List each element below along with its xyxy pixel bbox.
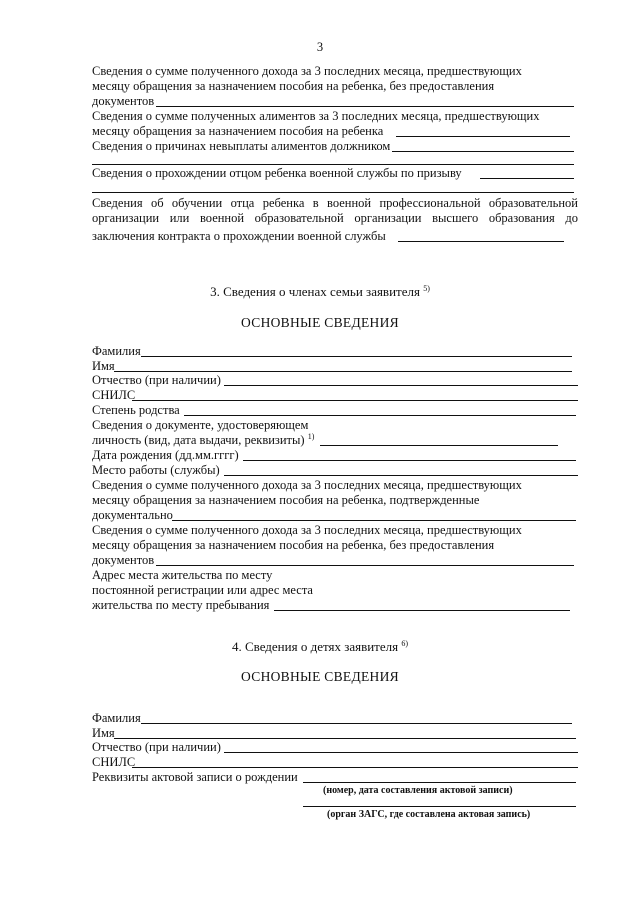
s3-birth-date-label: Дата рождения (дд.мм.гггг) <box>92 448 239 462</box>
s3-id-doc-footnote: 1) <box>307 432 315 441</box>
s3-income-docs-line3: документально <box>92 508 173 522</box>
s4-registry-hint: (орган ЗАГС, где составлена актовая запись) <box>327 809 531 820</box>
education-line2: организации или военной образовательной организации высшего образования до <box>92 211 578 225</box>
alimony-line2: месяцу обращения за назначением пособия на ребенка <box>92 124 384 138</box>
s4-registry-field[interactable] <box>303 806 576 807</box>
page-number: 3 <box>316 40 324 54</box>
s3-kinship-label: Степень родства <box>92 403 180 417</box>
s4-birth-record-field[interactable] <box>303 782 576 783</box>
s4-patronymic-label: Отчество (при наличии) <box>92 740 221 754</box>
s3-income-no-docs-line2: месяцу обращения за назначением пособия на ребенка, без предоставления <box>92 538 495 552</box>
alimony-line1: Сведения о сумме полученных алиментов за 3 последних месяца, предшествующих <box>92 109 540 123</box>
s3-address-line2: постоянной регистрации или адрес места <box>92 583 313 597</box>
s3-address-line1: Адрес места жительства по месту <box>92 568 273 582</box>
s4-snils-label: СНИЛС <box>92 755 136 769</box>
s3-income-docs-line2: месяцу обращения за назначением пособия на ребенка, подтвержденные <box>92 493 480 507</box>
alimony-reasons-underline[interactable] <box>392 151 574 152</box>
s3-income-docs-line1: Сведения о сумме полученного дохода за 3 последних месяца, предшествующих <box>92 478 522 492</box>
s4-surname-field[interactable] <box>141 723 572 724</box>
s3-id-doc-label: личность (вид, дата выдачи, реквизиты) <box>92 433 305 447</box>
s4-birth-record-hint: (номер, дата составления актовой записи) <box>323 785 513 796</box>
income-no-docs-underline[interactable] <box>156 106 574 107</box>
s3-address-line3: жительства по месту пребывания <box>92 598 270 612</box>
section3-subtitle: ОСНОВНЫЕ СВЕДЕНИЯ <box>241 315 399 330</box>
military-underline-2[interactable] <box>92 192 574 193</box>
s3-id-doc-field[interactable] <box>320 445 558 446</box>
s3-work-field[interactable] <box>224 475 578 476</box>
alimony-reasons-underline-2[interactable] <box>92 164 574 165</box>
s3-id-doc-line1: Сведения о документе, удостоверяющем <box>92 418 309 432</box>
section4-footnote: 6) <box>401 639 409 648</box>
section3-title-text: 3. Сведения о членах семьи заявителя <box>210 284 420 299</box>
s3-kinship-field[interactable] <box>184 415 576 416</box>
s3-income-no-docs-field[interactable] <box>156 565 574 566</box>
s3-income-no-docs-line1: Сведения о сумме полученного дохода за 3 последних месяца, предшествующих <box>92 523 522 537</box>
education-line3: заключения контракта о прохождении военной службы <box>92 229 386 243</box>
s3-birth-date-field[interactable] <box>243 460 576 461</box>
s3-income-docs-field[interactable] <box>172 520 576 521</box>
section4-title-text: 4. Сведения о детях заявителя <box>231 639 399 654</box>
s3-id-doc-line2 <box>92 433 314 447</box>
section3-footnote: 5) <box>423 284 430 293</box>
income-no-docs-line3: документов <box>92 94 155 108</box>
s4-name-field[interactable] <box>114 738 576 739</box>
s3-patronymic-field[interactable] <box>224 385 578 386</box>
s4-snils-field[interactable] <box>132 767 578 768</box>
section4-subtitle: ОСНОВНЫЕ СВЕДЕНИЯ <box>241 669 399 684</box>
s3-name-label: Имя <box>92 359 115 373</box>
s4-surname-label: Фамилия <box>92 711 141 725</box>
s3-snils-label: СНИЛС <box>92 388 136 402</box>
alimony-reasons-label: Сведения о причинах невыплаты алиментов должником <box>92 139 391 153</box>
s3-name-field[interactable] <box>114 371 572 372</box>
education-paragraph <box>92 196 578 226</box>
income-no-docs-line2: месяцу обращения за назначением пособия на ребенка, без предоставления <box>92 79 495 93</box>
military-underline[interactable] <box>480 178 574 179</box>
s3-snils-field[interactable] <box>132 400 578 401</box>
military-label: Сведения о прохождении отцом ребенка военной службы по призыву <box>92 166 462 180</box>
s3-work-label: Место работы (службы) <box>92 463 220 477</box>
s4-name-label: Имя <box>92 726 115 740</box>
s3-surname-label: Фамилия <box>92 344 141 358</box>
education-underline[interactable] <box>398 241 564 242</box>
s3-surname-field[interactable] <box>141 356 572 357</box>
s3-patronymic-label: Отчество (при наличии) <box>92 373 221 387</box>
section4-title <box>0 640 640 654</box>
s3-income-no-docs-line3: документов <box>92 553 155 567</box>
income-no-docs-line1: Сведения о сумме полученного дохода за 3 последних месяца, предшествующих <box>92 64 522 78</box>
s4-birth-record-label: Реквизиты актовой записи о рождении <box>92 770 298 784</box>
section3-title <box>0 285 640 299</box>
s4-patronymic-field[interactable] <box>224 752 578 753</box>
alimony-underline[interactable] <box>396 136 570 137</box>
s3-address-field[interactable] <box>274 610 570 611</box>
education-line1: Сведения об обучении отца ребенка в военной профессиональной образовательной <box>92 196 578 210</box>
